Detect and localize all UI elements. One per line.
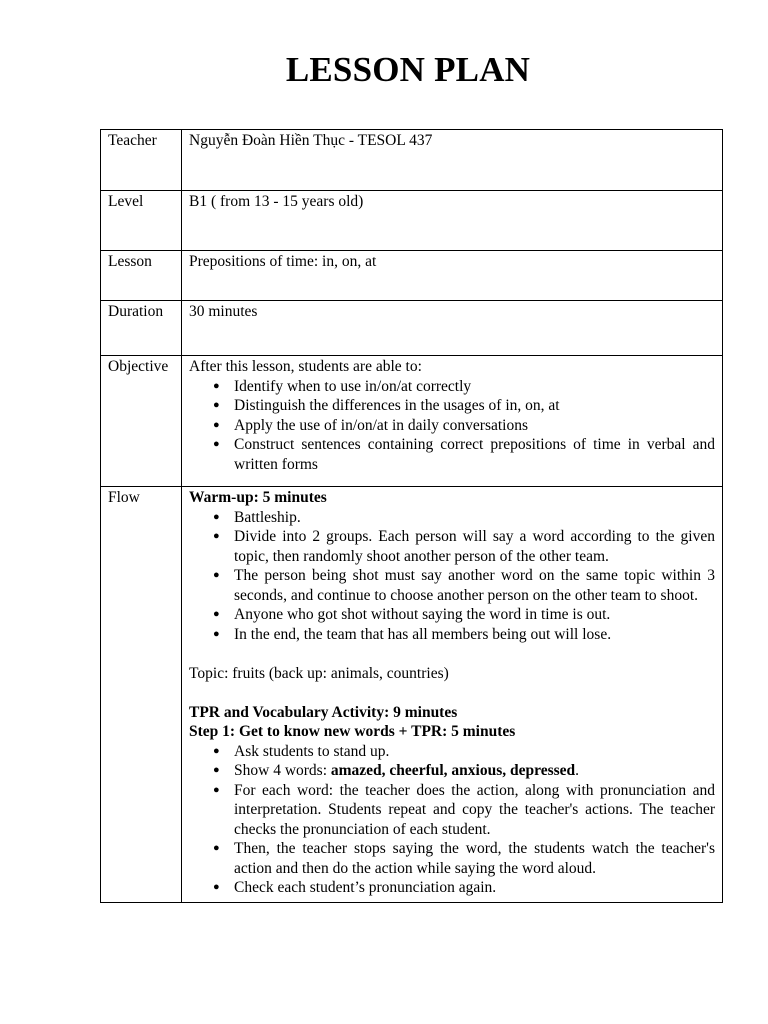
- objective-list: [189, 377, 715, 475]
- table-row-objective: [101, 356, 723, 487]
- list-item: ● Battleship.: [189, 508, 715, 528]
- duration-label: Duration: [101, 301, 182, 356]
- list-item: ● Apply the use of in/on/at in daily conversations: [189, 416, 715, 436]
- list-item: ● In the end, the team that has all members being out will lose.: [189, 625, 715, 645]
- table-row-level: [101, 191, 723, 251]
- list-item: ● Construct sentences containing correct prepositions of time in verbal and written forms: [189, 435, 715, 474]
- lesson-value: Prepositions of time: in, on, at: [182, 251, 723, 301]
- list-item: ● Then, the teacher stops saying the word, the students watch the teacher's action and then do the action while saying the word aloud.: [189, 839, 715, 878]
- list-item: ● Anyone who got shot without saying the word in time is out.: [189, 605, 715, 625]
- objective-label: Objective: [101, 356, 182, 487]
- objective-intro: After this lesson, students are able to:: [189, 358, 422, 375]
- list-item: ● For each word: the teacher does the action, along with pronunciation and interpretation. Students repeat and copy the teacher's actions. The teacher checks the pronunciation of each student.: [189, 781, 715, 840]
- flow-label: Flow: [101, 487, 182, 903]
- level-label: Level: [101, 191, 182, 251]
- teacher-value: Nguyễn Đoàn Hiền Thục - TESOL 437: [182, 130, 723, 191]
- warmup-heading: Warm-up: 5 minutes: [189, 489, 327, 506]
- show-words-suffix: .: [575, 762, 580, 779]
- table-row-duration: [101, 301, 723, 356]
- list-item: ● Divide into 2 groups. Each person will say a word according to the given topic, then randomly shoot another person of the other team.: [189, 527, 715, 566]
- list-item: ● Check each student’s pronunciation again.: [189, 878, 715, 898]
- show-words-prefix: Show 4 words:: [234, 762, 331, 779]
- spacer: [189, 644, 715, 664]
- teacher-label: Teacher: [101, 130, 182, 191]
- level-value: B1 ( from 13 - 15 years old): [182, 191, 723, 251]
- list-item: ● Identify when to use in/on/at correctly: [189, 377, 715, 397]
- duration-value: 30 minutes: [182, 301, 723, 356]
- vocabulary-words: amazed, cheerful, anxious, depressed: [330, 762, 576, 779]
- table-row-teacher: [101, 130, 723, 191]
- list-item: ● Ask students to stand up.: [189, 742, 715, 762]
- table-row-flow: [101, 487, 723, 903]
- warmup-list: [189, 508, 715, 645]
- list-item: [189, 761, 715, 781]
- list-item: ● Distinguish the differences in the usages of in, on, at: [189, 396, 715, 416]
- lesson-label: Lesson: [101, 251, 182, 301]
- list-item: ● The person being shot must say another word on the same topic within 3 seconds, and continue to choose another person on the other team to shoot.: [189, 566, 715, 605]
- tpr-heading: TPR and Vocabulary Activity: 9 minutes: [189, 703, 458, 721]
- page-title: LESSON PLAN: [285, 50, 531, 89]
- flow-value: [182, 487, 723, 903]
- table-row-lesson: [101, 251, 723, 301]
- step1-list: [189, 742, 715, 898]
- spacer: [189, 683, 715, 703]
- objective-value: [182, 356, 723, 487]
- topic-text: Topic: fruits (back up: animals, countries): [189, 664, 449, 682]
- lesson-plan-table: [100, 129, 723, 903]
- step1-heading: Step 1: Get to know new words + TPR: 5 minutes: [189, 723, 516, 740]
